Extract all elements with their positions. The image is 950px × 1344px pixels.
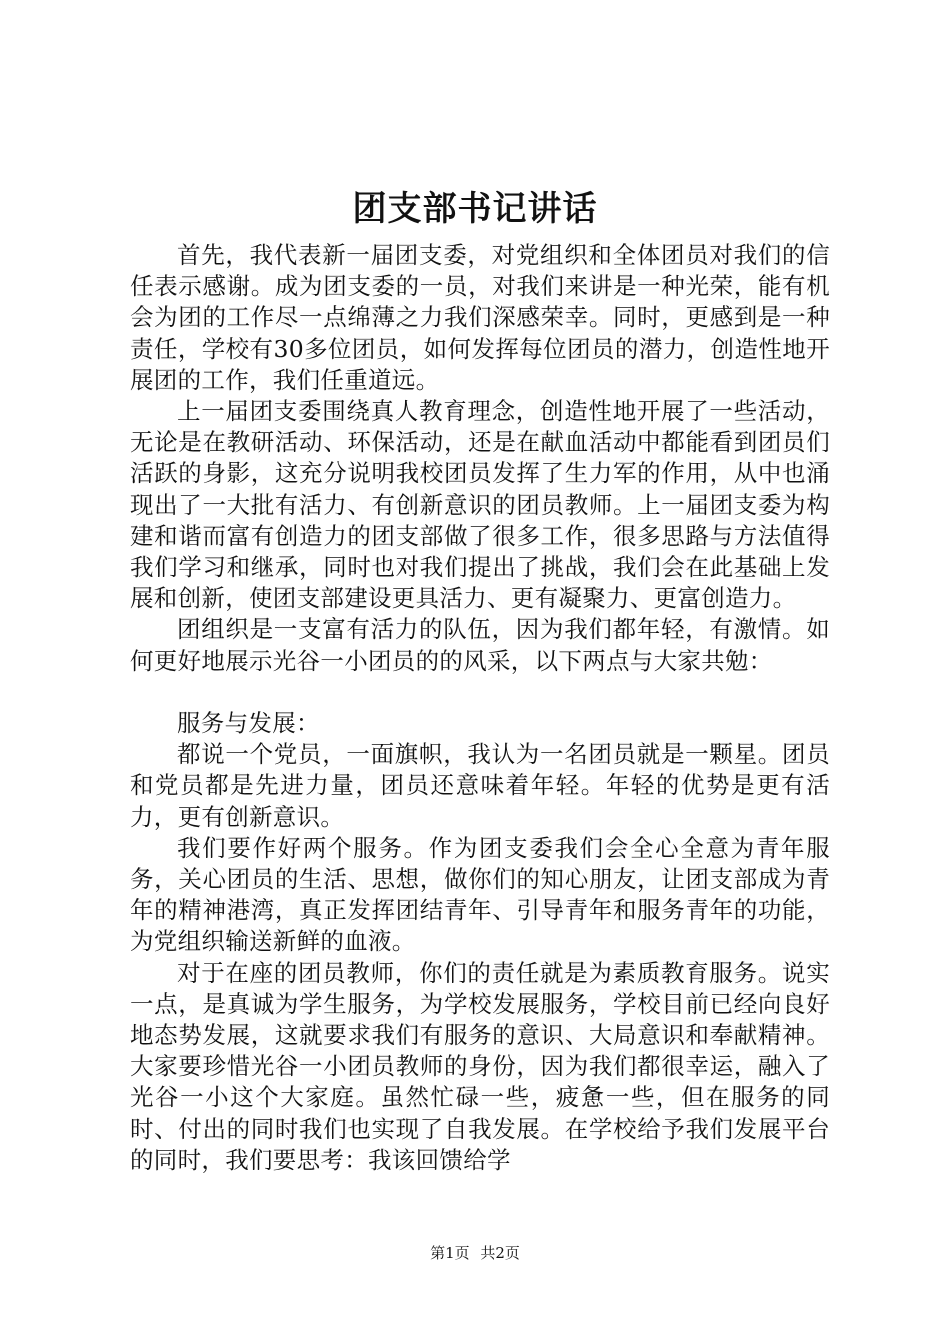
paragraph: 团组织是一支富有活力的队伍，因为我们都年轻，有激情。如何更好地展示光谷一小团员的的风采，以下两点与大家共勉： bbox=[130, 615, 830, 675]
paragraph: 首先，我代表新一届团支委，对党组织和全体团员对我们的信任表示感谢。成为团支委的一员，对我们来讲是一种光荣，能有机会为团的工作尽一点绵薄之力我们深感荣幸。同时，更感到是一种责任，学校有30多位团员，如何发挥每位团员的潜力，创造性地开展团的工作，我们任重道远。 bbox=[130, 241, 830, 394]
paragraph: 对于在座的团员教师，你们的责任就是为素质教育服务。说实一点，是真诚为学生服务，为学校发展服务，学校目前已经向良好地态势发展，这就要求我们有服务的意识、大局意识和奉献精神。大家要珍惜光谷一小团员教师的身份，因为我们都很幸运，融入了光谷一小这个大家庭。虽然忙碌一些，疲惫一些，但在服务的同时、付出的同时我们也实现了自我发展。在学校给予我们发展平台的同时，我们要思考：我该回馈给学 bbox=[130, 958, 830, 1174]
page-total: 共2页 bbox=[480, 1244, 520, 1262]
page-footer bbox=[0, 1243, 950, 1263]
document-title: 团支部书记讲话 bbox=[352, 189, 598, 229]
paragraph: 我们要作好两个服务。作为团支委我们会全心全意为青年服务，关心团员的生活、思想，做你们的知心朋友，让团支部成为青年的精神港湾，真正发挥团结青年、引导青年和服务青年的功能，为党组织输送新鲜的血液。 bbox=[130, 833, 830, 956]
paragraph: 上一届团支委围绕真人教育理念，创造性地开展了一些活动，无论是在教研活动、环保活动，还是在献血活动中都能看到团员们活跃的身影，这充分说明我校团员发挥了生力军的作用，从中也涌现出了一大批有活力、有创新意识的团员教师。上一届团支委为构建和谐而富有创造力的团支部做了很多工作，很多思路与方法值得我们学习和继承，同时也对我们提出了挑战，我们会在此基础上发展和创新，使团支部建设更具活力、更有凝聚力、更富创造力。 bbox=[130, 397, 830, 613]
document-body bbox=[130, 240, 830, 1176]
section-heading: 服务与发展： bbox=[177, 709, 320, 738]
page-number: 第1页 bbox=[430, 1244, 470, 1262]
paragraph: 都说一个党员，一面旗帜，我认为一名团员就是一颗星。团员和党员都是先进力量，团员还意味着年轻。年轻的优势是更有活力，更有创新意识。 bbox=[130, 740, 830, 831]
